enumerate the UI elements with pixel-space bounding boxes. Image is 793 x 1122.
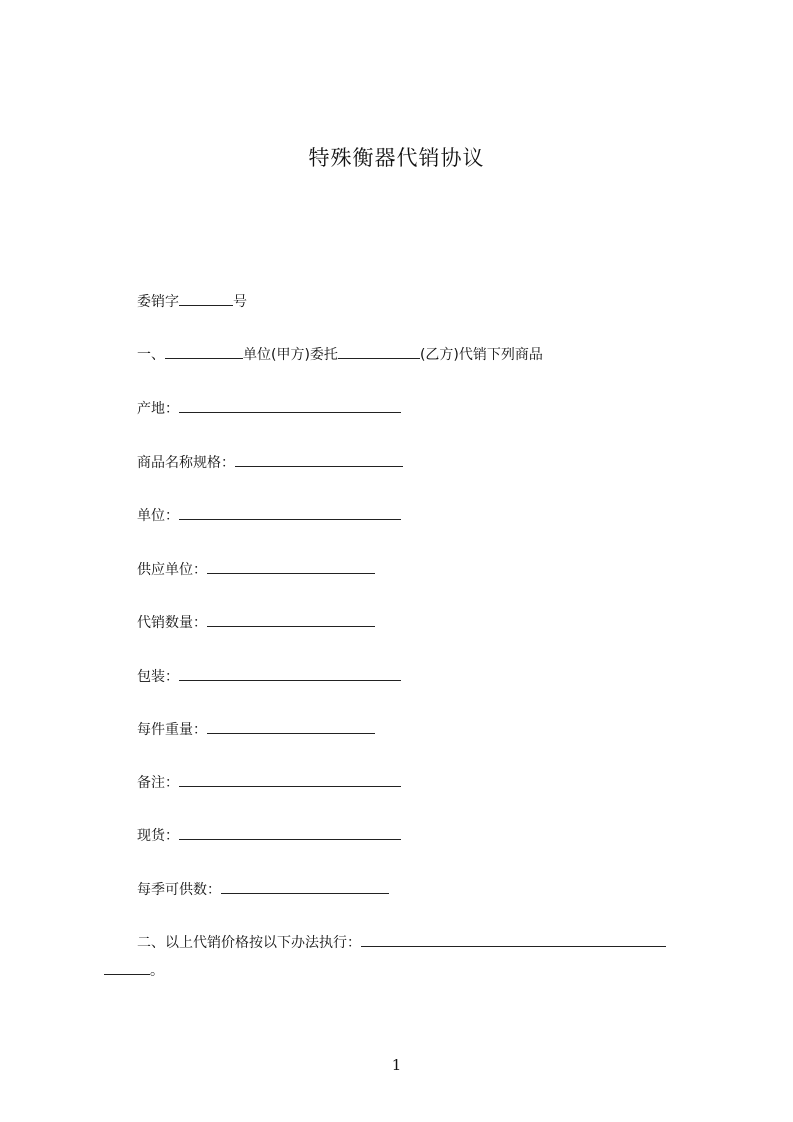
document-title: 特殊衡器代销协议 [308, 146, 485, 170]
field-quantity [137, 612, 375, 633]
field-blank[interactable] [207, 612, 375, 627]
field-label: 单位： [137, 508, 179, 524]
field-label: 代销数量： [137, 615, 207, 631]
ref-suffix: 号 [233, 294, 247, 310]
field-supplier [137, 559, 375, 580]
clause-2 [137, 932, 666, 953]
field-packaging [137, 666, 401, 687]
ref-number-blank[interactable] [179, 291, 233, 306]
field-label: 每季可供数： [137, 882, 221, 898]
field-in-stock [137, 825, 401, 846]
clause-1 [137, 344, 543, 365]
field-label: 商品名称规格： [137, 455, 235, 471]
field-label: 备注： [137, 775, 179, 791]
ref-number-line [137, 291, 247, 312]
field-label: 产地： [137, 401, 179, 417]
field-remarks [137, 772, 401, 793]
field-label: 包装： [137, 669, 179, 685]
field-label: 每件重量： [137, 722, 207, 738]
field-unit [137, 505, 401, 526]
party-a-blank[interactable] [165, 344, 243, 359]
field-product-spec [137, 452, 403, 473]
clause-2-text: 二、以上代销价格按以下办法执行： [137, 935, 361, 951]
field-blank[interactable] [179, 772, 401, 787]
ref-prefix: 委销字 [137, 294, 179, 310]
field-blank[interactable] [221, 879, 389, 894]
clause-2-continued [104, 960, 164, 981]
field-blank[interactable] [235, 452, 403, 467]
field-label: 现货： [137, 828, 179, 844]
clause-1-party-b: (乙方)代销下列商品 [419, 347, 543, 363]
field-blank[interactable] [207, 719, 375, 734]
field-label: 供应单位： [137, 562, 207, 578]
page-number: 1 [391, 1056, 402, 1074]
field-origin [137, 398, 401, 419]
field-blank[interactable] [179, 398, 401, 413]
field-blank[interactable] [179, 666, 401, 681]
price-method-blank[interactable] [361, 932, 666, 947]
field-quarterly-supply [137, 879, 389, 900]
clause-1-party-a: 单位(甲方)委托 [243, 347, 338, 363]
field-blank[interactable] [179, 505, 401, 520]
field-blank[interactable] [207, 559, 375, 574]
party-b-blank[interactable] [338, 344, 420, 359]
price-method-blank-cont[interactable] [104, 960, 150, 975]
clause-2-end: 。 [150, 963, 164, 979]
field-piece-weight [137, 719, 375, 740]
clause-1-number: 一、 [137, 347, 165, 363]
field-blank[interactable] [179, 825, 401, 840]
